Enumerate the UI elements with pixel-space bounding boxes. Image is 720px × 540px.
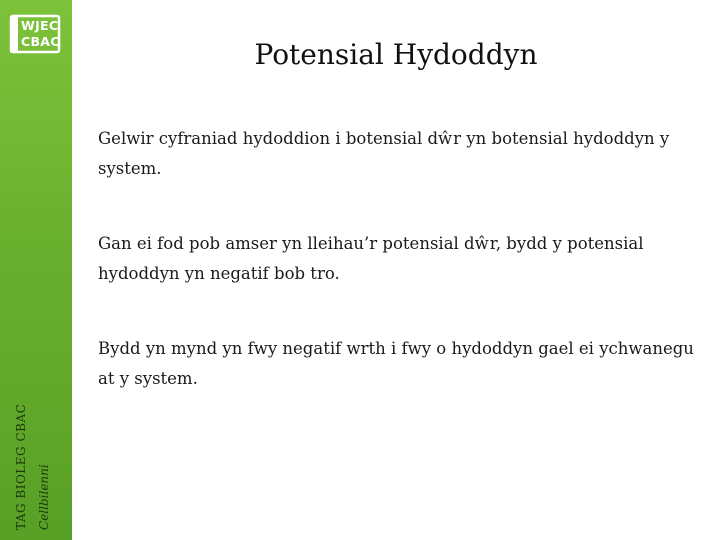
slide-title: Potensial Hydoddyn <box>254 38 538 71</box>
topic-label: Cellbilenni <box>37 464 51 530</box>
paragraph-2: Gan ei fod pob amser yn lleihau’r potensial dŵr, bydd y potensial hydoddyn yn negatif bob tro. <box>98 234 644 283</box>
logo-text-cbac: CBAC <box>21 34 60 49</box>
wjec-cbac-logo <box>9 14 61 54</box>
paragraph-1: Gelwir cyfraniad hydoddion i botensial dŵr yn botensial hydoddyn y system. <box>98 129 670 178</box>
course-label: TAG BIOLEG CBAC <box>14 403 28 530</box>
sidebar <box>0 0 72 540</box>
logo-text-wjec: WJEC <box>21 18 59 33</box>
paragraph-3: Bydd yn mynd yn fwy negatif wrth i fwy o hydoddyn gael ei ychwanegu at y system. <box>98 339 694 388</box>
